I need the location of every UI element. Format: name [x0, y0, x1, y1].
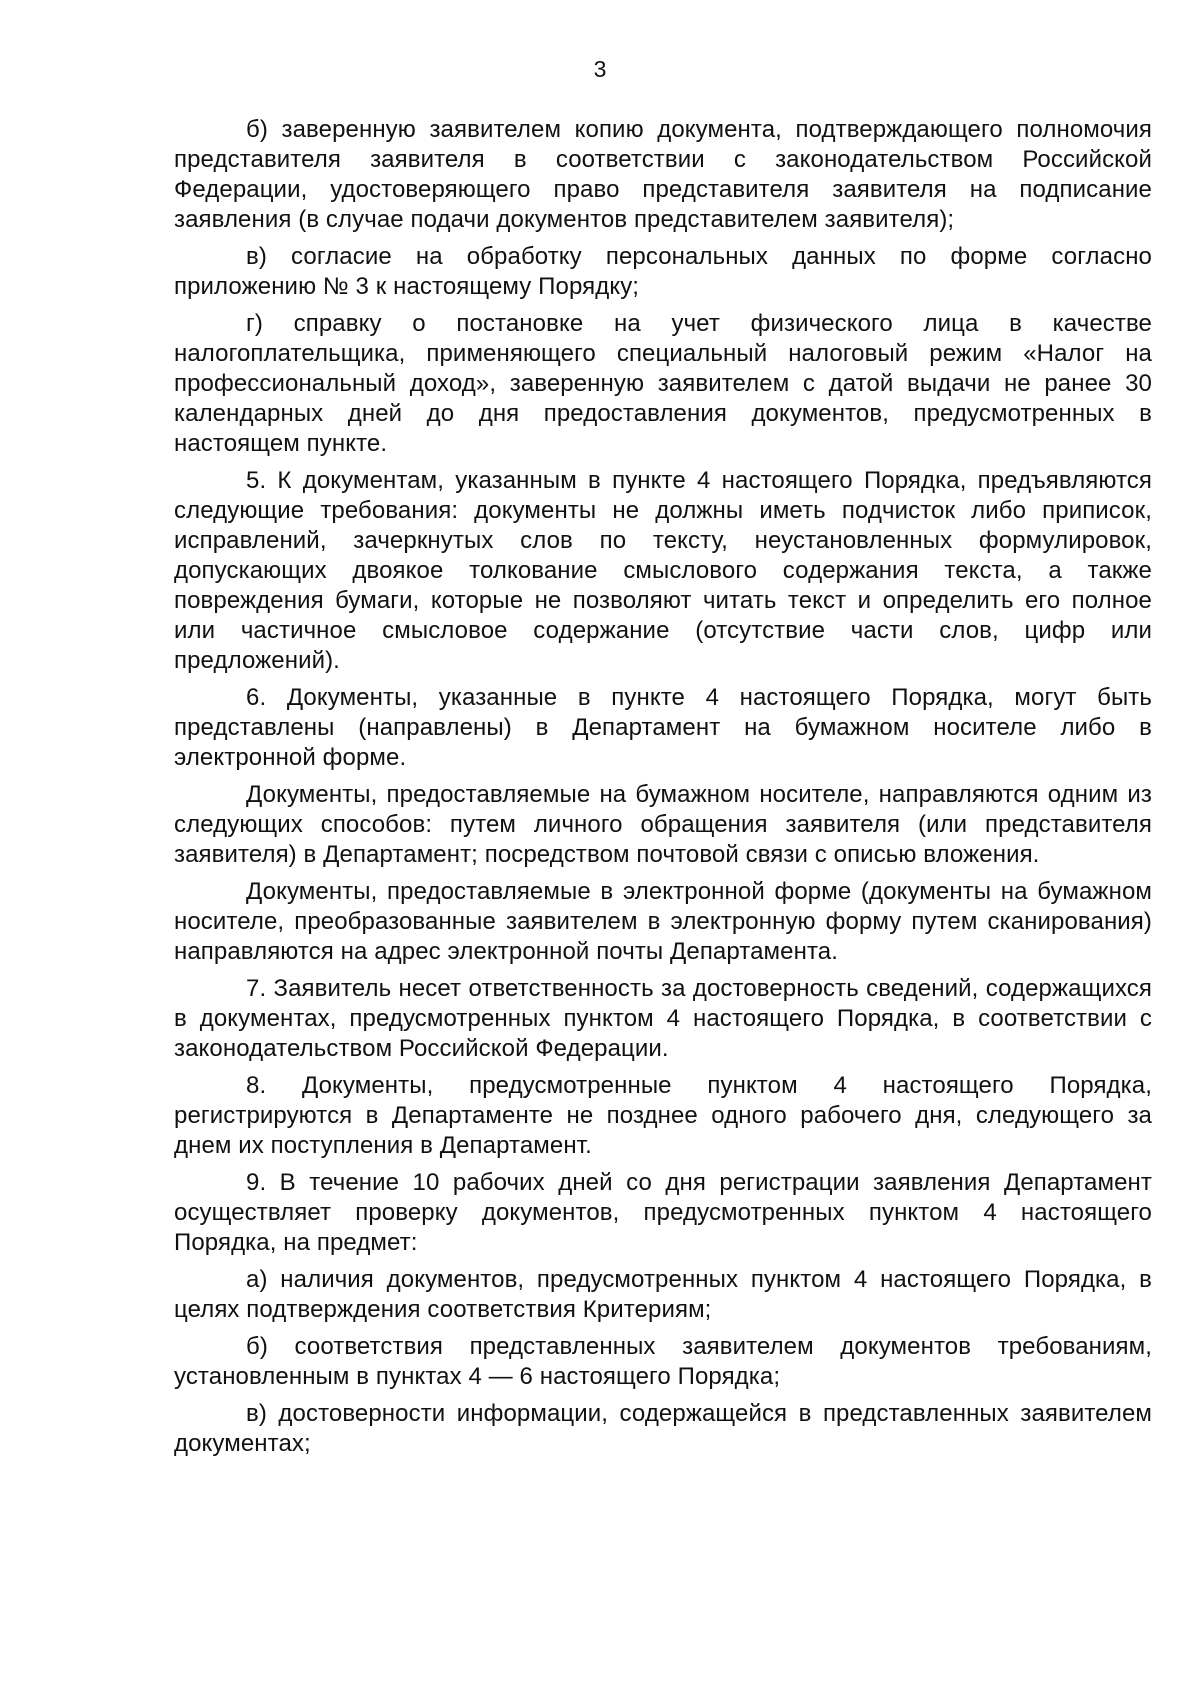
- paragraph-9a-presence: а) наличия документов, предусмотренных пунктом 4 настоящего Порядка, в целях подтверждения соответствия Критериям;: [174, 1266, 1152, 1323]
- paragraph-9-verification: 9. В течение 10 рабочих дней со дня регистрации заявления Департамент осуществляет проверку документов, предусмотренных пунктом 4 настоящего Порядка, на предмет:: [174, 1169, 1152, 1256]
- paragraph-5-document-requirements: 5. К документам, указанным в пункте 4 настоящего Порядка, предъявляются следующие требования: документы не должны иметь подчисток либо приписок, исправлений, зачеркнутых слов по тексту, неустановленных формулировок, допускающих двоякое толкование смыслового содержания текста, а также повреждения бумаги, которые не позволяют читать текст и определить его полное или частичное смысловое содержание (отсутствие части слов, цифр или предложений).: [174, 467, 1152, 674]
- paragraph-9v-reliability: в) достоверности информации, содержащейся в представленных заявителем документах;: [174, 1400, 1152, 1457]
- paragraph-electronic-submission: Документы, предоставляемые в электронной форме (документы на бумажном носителе, преобразованные заявителем в электронную форму путем сканирования) направляются на адрес электронной почты Департамента.: [174, 878, 1152, 965]
- paragraph-7-applicant-responsibility: 7. Заявитель несет ответственность за достоверность сведений, содержащихся в документах, предусмотренных пунктом 4 настоящего Порядка, в соответствии с законодательством Российской Федерации.: [174, 975, 1152, 1062]
- page-number: 3: [593, 56, 607, 82]
- paragraph-v-personal-data-consent: в) согласие на обработку персональных данных по форме согласно приложению № 3 к настоящему Порядку;: [174, 243, 1152, 300]
- document-body: [174, 115, 1152, 1466]
- paragraph-g-tax-certificate: г) справку о постановке на учет физического лица в качестве налогоплательщика, применяющего специальный налоговый режим «Налог на профессиональный доход», заверенную заявителем с датой выдачи не ранее 30 календарных дней до дня предоставления документов, предусмотренных в настоящем пункте.: [174, 310, 1152, 457]
- paragraph-6-submission-methods: 6. Документы, указанные в пункте 4 настоящего Порядка, могут быть представлены (направлены) в Департамент на бумажном носителе либо в электронной форме.: [174, 684, 1152, 771]
- paragraph-9b-compliance: б) соответствия представленных заявителем документов требованиям, установленным в пунктах 4 — 6 настоящего Порядка;: [174, 1333, 1152, 1390]
- paragraph-b-power-of-attorney: б) заверенную заявителем копию документа, подтверждающего полномочия представителя заявителя в соответствии с законодательством Российской Федерации, удостоверяющего право представителя заявителя на подписание заявления (в случае подачи документов представителем заявителя);: [174, 116, 1152, 233]
- paragraph-paper-submission: Документы, предоставляемые на бумажном носителе, направляются одним из следующих способов: путем личного обращения заявителя (или представителя заявителя) в Департамент; посредством почтовой связи с описью вложения.: [174, 781, 1152, 868]
- paragraph-8-registration: 8. Документы, предусмотренные пунктом 4 настоящего Порядка, регистрируются в Департаменте не позднее одного рабочего дня, следующего за днем их поступления в Департамент.: [174, 1072, 1152, 1159]
